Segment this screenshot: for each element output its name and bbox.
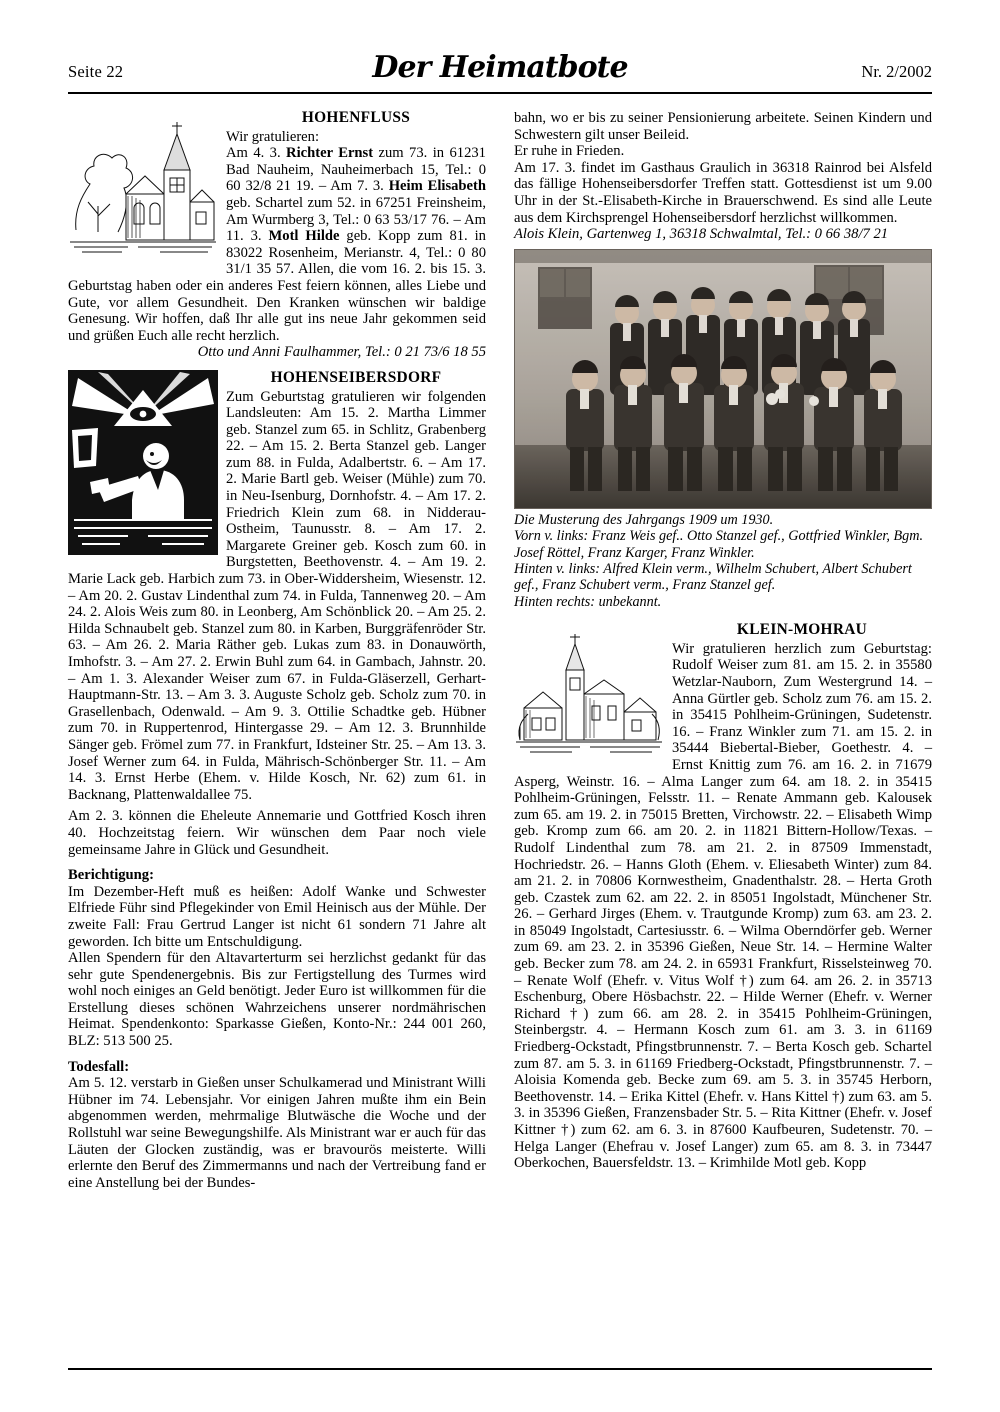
hfl-name-1: Richter Ernst bbox=[286, 145, 374, 162]
photo-caption-line-2: Vorn v. links: Franz Weis gef.. Otto Stanzel gef., Gottfried Winkler, Bgm. Josef Röttel, Franz Karger, Franz Winkler. bbox=[514, 528, 924, 561]
right-signature bbox=[514, 226, 932, 243]
sig-address-alois: Gartenweg 1, 36318 Schwalmtal, Tel.: 0 66 38/7 21 bbox=[582, 226, 889, 243]
page-number-label: Seite 22 bbox=[68, 62, 124, 81]
group-photo-figure bbox=[514, 249, 932, 610]
church-illustration-icon bbox=[68, 110, 218, 260]
village-emblem-illustration-icon bbox=[68, 370, 218, 555]
hohenseibersdorf-anniversary: Am 2. 3. können die Eheleute Annemarie und Gottfried Kosch ihren 40. Hochzeitstag feiern. Wir wünschen dem Paar noch viele gemeinsame Jahre in Glück und Gesundheit. bbox=[68, 808, 486, 858]
hohenfluss-intro: Wir gratulieren: bbox=[226, 128, 320, 145]
right-top-paragraph: bahn, wo er bis zu seiner Pensionierung arbeitete. Seinen Kindern und Schwestern gilt unser Beileid. bbox=[514, 110, 932, 143]
right-top-paragraph-2: Er ruhe in Frieden. bbox=[514, 143, 625, 160]
sig-and: und bbox=[223, 344, 253, 361]
berichtigung-paragraph-1: Im Dezember-Heft muß es heißen: Adolf Wanke und Schwester Elfriede Führ sind Pflegekinder von Emil Heinisch aus der Mühle. Der zweite Fall: Frau Gertrud Langer ist nicht 61 sondern 71 Jahre alt geworden. Ich bitte um Entschuldigung. bbox=[68, 883, 486, 950]
page-header bbox=[68, 50, 932, 90]
berichtigung-paragraph-2: Allen Spendern für den Altavarterturm sei herzlichst gedankt für das sehr gute Spendenergebnis. Bis zur Fertigstellung des Turmes wird wohl noch einiges an Geld benötigt. Jeder Euro ist willkommen für die Erstellung dieses schönen Wahrzeichens unserer nordmährischen Heimat. Spendenkonto: Sparkasse Gießen, Konto-Nr.: 244 001 260, BLZ: 513 500 25. bbox=[68, 950, 486, 1050]
footer-rule bbox=[68, 1368, 932, 1370]
section-title-hohenseibersdorf: HOHENSEIBERSDORF bbox=[270, 368, 442, 386]
berichtigung-heading: Berichtigung: bbox=[68, 867, 154, 884]
sig-name-anni: Anni Faulhammer, bbox=[252, 344, 362, 361]
photo-caption-line-4: Hinten rechts: unbekannt. bbox=[514, 593, 662, 610]
section-title-hohenfluss: HOHENFLUSS bbox=[301, 109, 411, 126]
hfl-t1: Am 4. 3. bbox=[226, 145, 287, 162]
hohenfluss-signature bbox=[68, 344, 486, 361]
group-photo-image bbox=[514, 249, 932, 509]
photo-caption-line-1: Die Musterung des Jahrgangs 1909 um 1930. bbox=[514, 511, 774, 528]
sig-name-otto: Otto bbox=[197, 344, 224, 361]
masthead-title: Der Heimatbote bbox=[372, 50, 628, 85]
hohenseibersdorf-birthdays: Zum Geburtstag gratulieren wir folgenden Landsleuten: Am 15. 2. Martha Limmer geb. Stanzel zum 65. in Schlitz, Grabenberg 22. – Am 15. 2. Berta Stanzel geb. Langer zum 88. in Fulda, Adalbertstr. 6. – Am 17. 2. Marie Bartl geb. Weiser (Mühle) zum 70. in Neu-Isenburg, Dornhofstr. 4. – Am 17. 2. Friedrich Klein zum 68. in Nidderau-Ostheim, Taunusstr. 8. – Am 17. 2. Margarete Greiner geb. Kosch zum 60. in Burgstetten, Beethovenstr. 4. – Am 19. 2. Marie Lack geb. Harbich zum 73. in Ober-Widdersheim, Wiesenstr. 12. – Am 20. 2. Gustav Lindenthal zum 74. in Fulda, Tannenweg 20. – Am 24. 2. Alois Weis zum 80. in Leonberg, Am Schönblick 20. – Am 25. 2. Hilda Schnaubelt geb. Stanzel zum 80. in Karben, Burggräfenröder Str. 63. – Am 26. 2. Maria Räther geb. Lukas zum 83. in Donauwörth, Imhofstr. 3. – Am 27. 2. Erwin Buhl zum 64. in Gambach, Jahnstr. 20. – Am 1. 3. Alexander Weiser zum 67. in Fulda-Gläserzell, Gerhart-Hauptmann-Str. 13. – Am 3. 3. Auguste Scholz geb. Scholz zum 70. in Grasellenbach, Odenwald. – Am 9. 3. Ottilie Schadtke geb. Hübner zum 70. in Ruppertenrod, Hintergasse 29. – Am 12. 3. Brunnhilde Sänger geb. Frömel zum 77. in Frankfurt, Idsteiner Str. 25. – Am 13. 3. Josef Werner zum 64. in Fulda, Mährisch-Schönberger Str. 11. – Am 14. 3. Ernst Herbe (Ehem. v. Hilde Kosch, Nr. 62) zum 61. in Backnang, Plattenwaldallee 75. bbox=[68, 388, 486, 803]
hfl-t4: geb. Kopp zum 81. in 83022 Rosenheim, Merianstr. 4, Tel.: 0 80 31/1 35 57. Allen, die vom 16. 2. bis 15. 3. Geburtstag haben oder ein anderes Fest feiern können, alles Liebe und Gute, vor allem Gesundheit. Den Kranken wünschen wir baldige Genesung. Wir hoffen, daß Ihr alle gut ins neue Jahr gekommen seid und grüßen Euch alle recht herzlich. bbox=[68, 228, 486, 344]
hfl-name-2: Heim Elisabeth bbox=[388, 178, 486, 195]
todesfall-paragraph: Am 5. 12. verstarb in Gießen unser Schulkamerad und Ministrant Willi Hübner im 74. Lebensjahr. Vor einigen Jahren mußte ihm ein Bein abgenommen werden, mehrmalige Blutwäsche die Woche und der Rollstuhl war seine Bewegungshilfe. Als Ministrant war er auch für das Läuten der Glocken zuständig, was er bravourös meisterte. Willi erlernte den Beruf des Zimmermanns und nach der Vertreibung fand er eine Anstellung bei der Bundes- bbox=[68, 1075, 486, 1191]
section-title-klein-mohrau: KLEIN-MOHRAU bbox=[736, 621, 868, 639]
klein-mohrau-birthdays: Wir gratulieren herzlich zum Geburtstag: Rudolf Weiser zum 81. am 15. 2. in 35580 Wetzlar-Nauborn, Zum Westergrund 14. – Anna Gürtler geb. Scholz zum 76. am 15. 2. in 35415 Pohlheim-Grüningen, Sudetenstr. 16. – Franz Winkler zum 71. am 15. 2. in 35444 Biebertal-Bieber, Goethestr. 4. – Ernst Knittig zum 76. am 16. 2. in 71679 Asperg, Weinstr. 16. – Alma Langer zum 64. am 18. 2. in 35415 Pohlheim-Grüningen, Felsstr. 11. – Renate Ammann geb. Kalousek zum 65. am 19. 2. in 75015 Bretten, Virchowstr. 22. – Elisabeth Wimp geb. Kromp zum 66. am 20. 2. in 11821 Bittern-Hollow/Texas. – Rudolf Lindenthal zum 78. am 21. 2. in 87509 Immenstadt, Hochriedstr. 26. – Hanns Gloth (Ehem. v. Eliesabeth Winter) zum 84. am 21. 2. in 70806 Kornwestheim, Gnadenthalstr. 28. – Herta Groth geb. Czastek zum 62. am 22. 2. in 85051 Ingolstadt, Münchener Str. 26. – Gerhard Jirges (Ehem. v. Trautgunde Kromp) zum 63. am 23. 2. in 85049 Ingolstadt, Cartesiusstr. 6. – Wilma Oberndörfer geb. Werner zum 69. am 23. 2. in 35396 Gießen, Neue Str. 14. – Hermine Walter geb. Becker zum 78. am 24. 2. in 65931 Frankfurt, Risselsteinweg 70. – Renate Wolf (Ehefr. v. Vitus Wolf †) zum 64. am 26. 2. in 35713 Eschenburg, Obere Hösbachstr. 22. – Hilde Werner (Ehefr. v. Werner Richard †) zum 66. am 28. 2. in 35415 Pohlheim-Grüningen, Steinbergstr. 4. – Hermann Kosch zum 61. am 3. 3. in 61169 Friedberg-Ockstadt, Pfingstbrunnenstr. 7. – Berta Kosch geb. Schartel zum 87. am 5. 3. in 61169 Friedberg-Ockstadt, Pfingstbrunnenstr. 7. – Aloisia Komenda geb. Becke zum 69. am 5. 3. in 35745 Herborn, Beethovenstr. 14. – Erika Kittel (Ehefr. v. Hans Kittel †) zum 63. am 5. 3. in 35396 Gießen, Franzensbader Str. 5. – Rita Kittner (Ehefr. v. Josef Kittner †) zum 62. am 6. 3. in 87600 Kaufbeuren, Sudetenstr. 70. – Helga Langer (Ehefrau v. Josef Langer) zum 65. am 8. 3. in 73447 Oberkochen, Bauersfeldstr. 13. – Krimhilde Motl geb. Kopp bbox=[514, 640, 932, 1172]
village-church-illustration-icon bbox=[514, 622, 664, 757]
photo-caption bbox=[514, 512, 932, 610]
todesfall-heading: Todesfall: bbox=[68, 1058, 130, 1075]
right-top-paragraph-3: Am 17. 3. findet im Gasthaus Graulich in 36318 Rainrod bei Alsfeld das fällige Hohenseibersdorfer Treffen statt. Gottesdienst ist um 9.00 Uhr in der St.-Elisabeth-Kirche in Brauerschwend. Es sind alle Leute aus dem Kirchsprengel Hohenseibersdorf herzlichst willkommen. bbox=[514, 159, 932, 226]
photo-caption-line-3: Hinten v. links: Alfred Klein verm., Wilhelm Schubert, Albert Schubert gef., Franz Schubert verm., Franz Stanzel gef. bbox=[514, 560, 912, 594]
hfl-t2: zum 73. in 61231 Bad Nauheim, Nauheimerbach 15, Tel.: 0 60 32/8 21 19. – Am 7. 3. bbox=[226, 145, 486, 195]
header-rule bbox=[68, 92, 932, 94]
issue-label: Nr. 2/2002 bbox=[861, 62, 932, 81]
right-column bbox=[514, 110, 932, 1172]
hfl-t3: geb. Schartel zum 52. in 67251 Freinsheim, Am Wurmberg 3, Tel.: 0 63 53/17 76. – Am 11. 3. bbox=[226, 194, 486, 245]
sig-phone: Tel.: 0 21 73/6 18 55 bbox=[361, 344, 486, 361]
left-column bbox=[68, 110, 486, 1191]
hfl-name-3: Motl Hilde bbox=[268, 228, 340, 245]
sig-name-alois: Alois Klein, bbox=[514, 226, 583, 243]
